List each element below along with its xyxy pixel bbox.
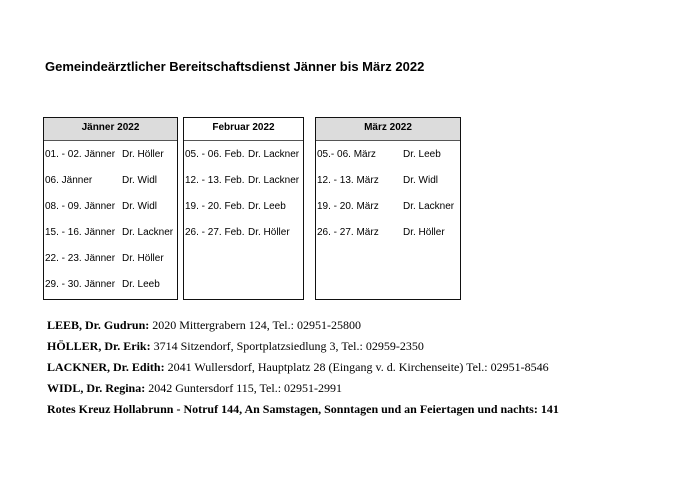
duty-row bbox=[44, 279, 177, 305]
duty-doctor: Dr. Widl bbox=[122, 201, 157, 212]
duty-doctor: Dr. Höller bbox=[403, 227, 445, 238]
duty-date: 08. - 09. Jänner bbox=[45, 201, 116, 212]
duty-row bbox=[184, 175, 303, 201]
contact-list bbox=[47, 318, 559, 423]
contact-name: LEEB, Dr. Gudrun: bbox=[47, 318, 150, 332]
duty-date: 06. Jänner bbox=[45, 175, 93, 186]
duty-date: 12. - 13. März bbox=[317, 175, 379, 186]
duty-date: 26. - 27. März bbox=[317, 227, 379, 238]
month-header: März 2022 bbox=[316, 118, 460, 141]
contact-line bbox=[47, 381, 559, 402]
duty-doctor: Dr. Lackner bbox=[248, 149, 300, 160]
month-box-februar bbox=[183, 117, 304, 300]
month-box-jaenner bbox=[43, 117, 178, 300]
contact-details: 2041 Wullersdorf, Hauptplatz 28 (Eingang v. d. Kirchenseite) Tel.: 02951-8546 bbox=[164, 360, 549, 374]
duty-row bbox=[44, 227, 177, 253]
rotes-kreuz-line: Rotes Kreuz Hollabrunn - Notruf 144, An Samstagen, Sonntagen und an Feiertagen und nachts: 141 bbox=[47, 402, 559, 416]
duty-doctor: Dr. Leeb bbox=[248, 201, 286, 212]
contact-name: WIDL, Dr. Regina: bbox=[47, 381, 146, 395]
duty-date: 26. - 27. Feb. bbox=[185, 227, 245, 238]
duty-date: 29. - 30. Jänner bbox=[45, 279, 116, 290]
contact-line bbox=[47, 318, 559, 339]
duty-doctor: Dr. Lackner bbox=[403, 201, 455, 212]
duty-date: 15. - 16. Jänner bbox=[45, 227, 116, 238]
contact-details: 2042 Guntersdorf 115, Tel.: 02951-2991 bbox=[145, 381, 343, 395]
duty-doctor: Dr. Höller bbox=[248, 227, 290, 238]
duty-row bbox=[316, 201, 460, 227]
contact-name: LACKNER, Dr. Edith: bbox=[47, 360, 165, 374]
duty-doctor: Dr. Widl bbox=[122, 175, 157, 186]
duty-date: 22. - 23. Jänner bbox=[45, 253, 116, 264]
duty-date: 01. - 02. Jänner bbox=[45, 149, 116, 160]
page-title: Gemeindeärztlicher Bereitschaftsdienst Jänner bis März 2022 bbox=[45, 59, 425, 74]
contact-name: HÖLLER, Dr. Erik: bbox=[47, 339, 151, 353]
duty-doctor: Dr. Leeb bbox=[403, 149, 441, 160]
duty-row bbox=[44, 175, 177, 201]
contact-details: 2020 Mittergrabern 124, Tel.: 02951-25800 bbox=[149, 318, 361, 332]
contact-line bbox=[47, 360, 559, 381]
duty-doctor: Dr. Lackner bbox=[122, 227, 174, 238]
duty-doctor: Dr. Höller bbox=[122, 253, 164, 264]
duty-row bbox=[316, 175, 460, 201]
duty-date: 19. - 20. März bbox=[317, 201, 379, 212]
month-header: Februar 2022 bbox=[184, 118, 303, 141]
duty-row bbox=[44, 201, 177, 227]
duty-date: 05.- 06. März bbox=[317, 149, 376, 160]
contact-details: 3714 Sitzendorf, Sportplatzsiedlung 3, Tel.: 02959-2350 bbox=[150, 339, 424, 353]
duty-row bbox=[316, 227, 460, 253]
duty-doctor: Dr. Höller bbox=[122, 149, 164, 160]
duty-doctor: Dr. Widl bbox=[403, 175, 438, 186]
duty-doctor: Dr. Lackner bbox=[248, 175, 300, 186]
duty-date: 12. - 13. Feb. bbox=[185, 175, 245, 186]
contact-line bbox=[47, 339, 559, 360]
duty-date: 05. - 06. Feb. bbox=[185, 149, 245, 160]
duty-row bbox=[184, 227, 303, 253]
duty-row bbox=[316, 149, 460, 175]
month-box-maerz bbox=[315, 117, 461, 300]
duty-row bbox=[184, 201, 303, 227]
duty-doctor: Dr. Leeb bbox=[122, 279, 160, 290]
duty-row bbox=[184, 149, 303, 175]
duty-row bbox=[44, 253, 177, 279]
duty-date: 19. - 20. Feb. bbox=[185, 201, 245, 212]
duty-row bbox=[44, 149, 177, 175]
month-header: Jänner 2022 bbox=[44, 118, 177, 141]
